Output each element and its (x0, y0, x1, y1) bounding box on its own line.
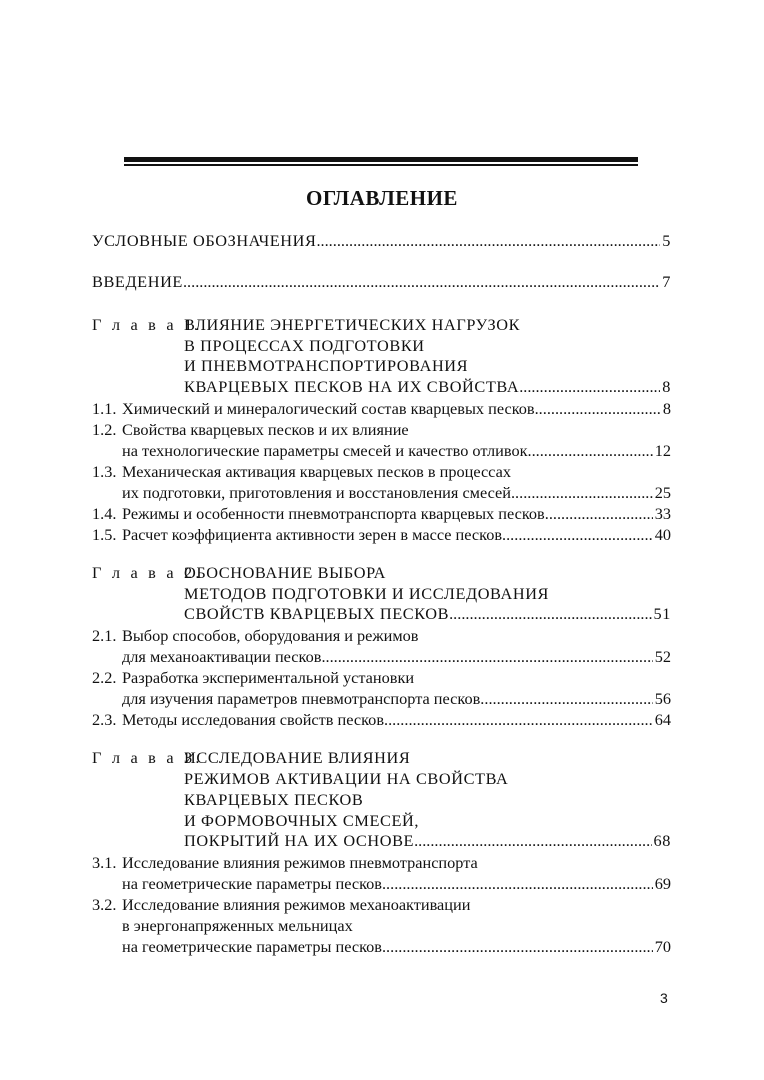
chapter-title-line: ВЛИЯНИЕ ЭНЕРГЕТИЧЕСКИХ НАГРУЗОК (184, 315, 521, 334)
section-number: 2.2. (92, 668, 117, 687)
toc-section-1-3 (0, 460, 764, 483)
chapter-heading-line (0, 829, 764, 852)
dot-leader (414, 829, 651, 852)
section-number: 1.2. (92, 420, 117, 439)
section-title: в энергонапряженных мельницах (122, 916, 353, 935)
page-number: 3 (660, 990, 668, 1006)
dot-leader (545, 502, 653, 525)
chapter-title-line: ИССЛЕДОВАНИЕ ВЛИЯНИЯ (184, 748, 411, 767)
toc-page-number: 8 (662, 399, 671, 418)
dot-leader (511, 481, 653, 504)
dot-leader (528, 439, 653, 462)
toc-page-number: 68 (653, 831, 671, 850)
toc-section-1-2 (0, 418, 764, 441)
chapter-prefix: Г л а в а 3. (92, 748, 203, 767)
toc-section-2-1-cont (0, 645, 764, 668)
section-title: Исследование влияния режимов пневмотранспорта (122, 853, 478, 872)
toc-section-3-2-cont (0, 935, 764, 958)
toc-entry-introduction (0, 270, 764, 293)
toc-section-1-4 (0, 502, 764, 525)
chapter-heading-line (0, 746, 764, 769)
section-number: 3.1. (92, 853, 117, 872)
toc-section-3-2-cont (0, 914, 764, 937)
section-number: 1.1. (92, 399, 117, 418)
toc-page-number: 51 (653, 604, 671, 623)
chapter-prefix: Г л а в а 1. (92, 315, 203, 334)
chapter-title-line: МЕТОДОВ ПОДГОТОВКИ И ИССЛЕДОВАНИЯ (184, 584, 550, 603)
dot-leader (321, 645, 652, 668)
section-title: Исследование влияния режимов механоактивации (122, 895, 471, 914)
chapter-heading-line (0, 767, 764, 790)
section-title: Свойства кварцевых песков и их влияние (122, 420, 409, 439)
toc-entry-label: УСЛОВНЫЕ ОБОЗНАЧЕНИЯ (92, 231, 317, 250)
toc-page-number: 5 (662, 231, 671, 250)
section-title: Разработка экспериментальной установки (122, 668, 415, 687)
toc-page-number: 25 (654, 483, 671, 502)
toc-section-2-3 (0, 708, 764, 731)
section-title: Химический и минералогический состав кварцевых песков (122, 399, 535, 418)
chapter-title-line: КВАРЦЕВЫХ ПЕСКОВ НА ИХ СВОЙСТВА (184, 377, 520, 396)
toc-page-number: 33 (654, 504, 671, 523)
toc-entry-label: ВВЕДЕНИЕ (92, 272, 183, 291)
chapter-title-line: В ПРОЦЕССАХ ПОДГОТОВКИ (184, 336, 425, 355)
toc-section-3-2 (0, 893, 764, 916)
chapter-heading-line (0, 375, 764, 398)
section-number: 1.5. (92, 525, 117, 544)
toc-page-number: 40 (654, 525, 671, 544)
toc-section-2-2-cont (0, 687, 764, 710)
toc-page-number: 69 (654, 874, 671, 893)
dot-leader (183, 270, 660, 293)
toc-section-1-1 (0, 397, 764, 420)
rule-thin (124, 164, 638, 166)
dot-leader (519, 375, 660, 398)
toc-section-2-2 (0, 666, 764, 689)
toc-section-1-3-cont (0, 481, 764, 504)
toc-entry-abbreviations (0, 229, 764, 252)
chapter-title-line: СВОЙСТВ КВАРЦЕВЫХ ПЕСКОВ (184, 604, 450, 623)
chapter-heading-line (0, 313, 764, 336)
section-title: на геометрические параметры песков (122, 874, 382, 893)
section-title: Методы исследования свойств песков (122, 710, 385, 729)
chapter-title-line: И ПНЕВМОТРАНСПОРТИРОВАНИЯ (184, 356, 469, 375)
section-title: на технологические параметры смесей и качество отливок (122, 441, 528, 460)
section-number: 1.3. (92, 462, 117, 481)
page-title: ОГЛАВЛЕНИЕ (306, 186, 458, 210)
dot-leader (535, 397, 661, 420)
toc-page-number: 8 (662, 377, 671, 396)
toc-section-3-1-cont (0, 872, 764, 895)
dot-leader (449, 602, 651, 625)
chapter-title-line: И ФОРМОВОЧНЫХ СМЕСЕЙ, (184, 811, 420, 830)
section-number: 2.1. (92, 626, 117, 645)
section-number: 3.2. (92, 895, 117, 914)
section-title: их подготовки, приготовления и восстановления смесей (122, 483, 511, 502)
section-title: Выбор способов, оборудования и режимов (122, 626, 419, 645)
chapter-title-line: ПОКРЫТИЙ НА ИХ ОСНОВЕ (184, 831, 415, 850)
section-title: Режимы и особенности пневмотранспорта кварцевых песков (122, 504, 545, 523)
chapter-title-line: ОБОСНОВАНИЕ ВЫБОРА (184, 563, 387, 582)
section-title: для изучения параметров пневмотранспорта песков (122, 689, 481, 708)
section-title: Расчет коэффициента активности зерен в массе песков (122, 525, 503, 544)
section-title: Механическая активация кварцевых песков в процессах (122, 462, 511, 481)
toc-section-3-1 (0, 851, 764, 874)
toc-page-number: 7 (662, 272, 671, 291)
dot-leader (480, 687, 652, 710)
rule-thick (124, 157, 638, 162)
toc-section-2-1 (0, 624, 764, 647)
toc-section-1-5 (0, 523, 764, 546)
dot-leader (502, 523, 653, 546)
chapter-title-line: РЕЖИМОВ АКТИВАЦИИ НА СВОЙСТВА (184, 769, 509, 788)
section-number: 1.4. (92, 504, 117, 523)
toc-page-number: 12 (654, 441, 671, 460)
section-title: на геометрические параметры песков (122, 937, 382, 956)
toc-section-1-2-cont (0, 439, 764, 462)
chapter-heading-line (0, 788, 764, 811)
section-title: для механоактивации песков (122, 647, 322, 666)
chapter-heading-line (0, 354, 764, 377)
chapter-title-line: КВАРЦЕВЫХ ПЕСКОВ (184, 790, 364, 809)
dot-leader (316, 229, 660, 252)
dot-leader (384, 708, 653, 731)
dot-leader (382, 935, 653, 958)
dot-leader (382, 872, 653, 895)
chapter-heading-line (0, 561, 764, 584)
chapter-prefix: Г л а в а 2. (92, 563, 203, 582)
toc-page-number: 64 (654, 710, 671, 729)
toc-page-number: 56 (654, 689, 671, 708)
section-number: 2.3. (92, 710, 117, 729)
toc-page-number: 52 (654, 647, 671, 666)
toc-page-number: 70 (654, 937, 671, 956)
chapter-heading-line (0, 602, 764, 625)
